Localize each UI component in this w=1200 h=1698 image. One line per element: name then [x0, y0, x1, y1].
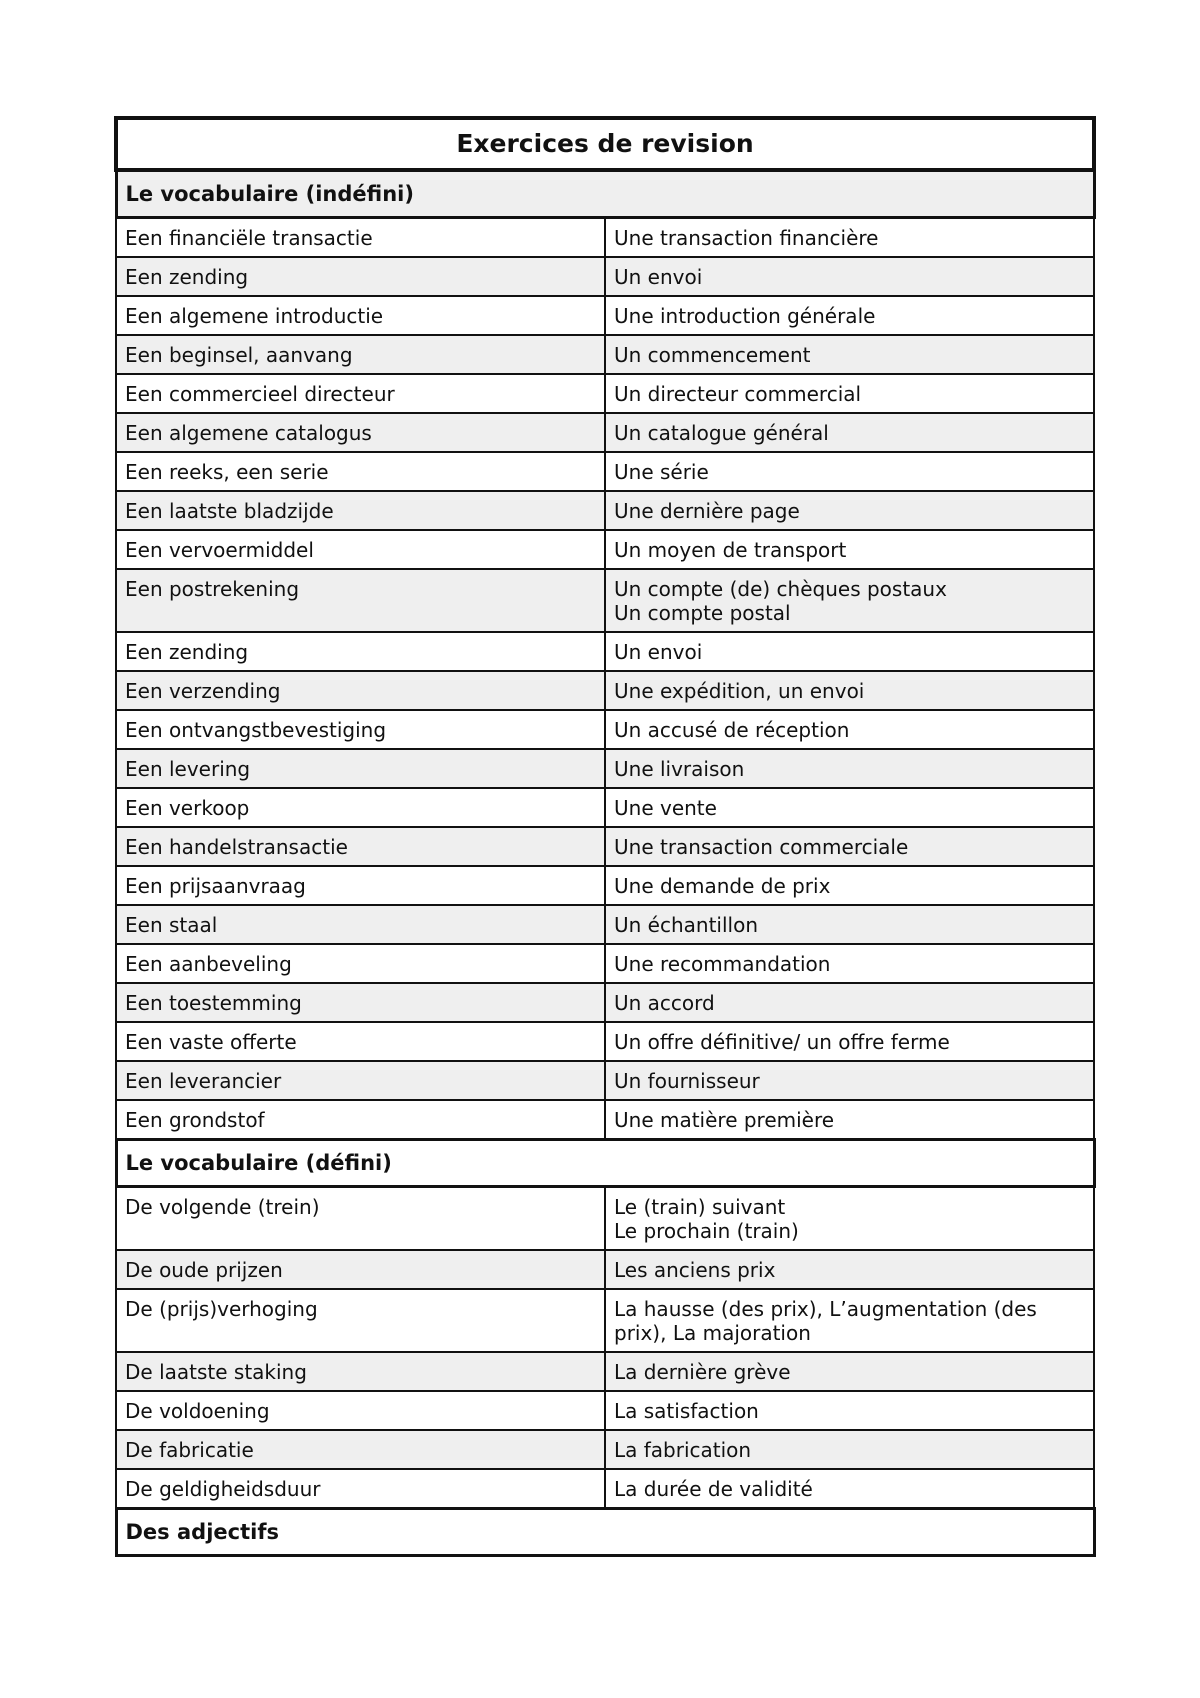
dutch-term-cell: De oude prijzen	[116, 1250, 605, 1289]
french-term-line: Une livraison	[614, 757, 745, 781]
french-term-cell	[605, 1289, 1094, 1352]
french-term-line: Le prochain (train)	[614, 1219, 799, 1243]
french-term-line: Une série	[614, 460, 709, 484]
french-term-cell	[605, 1100, 1094, 1140]
dutch-term-cell: Een commercieel directeur	[116, 374, 605, 413]
table-row	[116, 1250, 1094, 1289]
table-row	[116, 710, 1094, 749]
table-row	[116, 749, 1094, 788]
french-term-line: La dernière grève	[614, 1360, 791, 1384]
section-heading: Le vocabulaire (indéfini)	[116, 170, 1094, 218]
french-term-line: Un moyen de transport	[614, 538, 847, 562]
table-row	[116, 1430, 1094, 1469]
french-term-cell	[605, 335, 1094, 374]
french-term-line: Une transaction financière	[614, 226, 879, 250]
section-heading: Le vocabulaire (défini)	[116, 1140, 1094, 1187]
table-row	[116, 1391, 1094, 1430]
french-term-line: Un échantillon	[614, 913, 759, 937]
french-term-line: La durée de validité	[614, 1477, 813, 1501]
french-term-cell	[605, 866, 1094, 905]
dutch-term-cell: Een zending	[116, 632, 605, 671]
table-row	[116, 1187, 1094, 1251]
french-term-line: Une matière première	[614, 1108, 835, 1132]
french-term-line: Le (train) suivant	[614, 1195, 786, 1219]
french-term-cell	[605, 413, 1094, 452]
dutch-term-cell: Een zending	[116, 257, 605, 296]
french-term-cell	[605, 827, 1094, 866]
french-term-line: Une demande de prix	[614, 874, 831, 898]
french-term-line: Un envoi	[614, 265, 703, 289]
french-term-cell	[605, 374, 1094, 413]
table-row	[116, 491, 1094, 530]
table-row	[116, 1100, 1094, 1140]
french-term-line: Une vente	[614, 796, 717, 820]
table-row	[116, 218, 1094, 258]
french-term-cell	[605, 983, 1094, 1022]
french-term-cell	[605, 257, 1094, 296]
french-term-cell	[605, 632, 1094, 671]
french-term-cell	[605, 491, 1094, 530]
dutch-term-cell: Een verzending	[116, 671, 605, 710]
french-term-line: La hausse (des prix), L’augmentation (des	[614, 1297, 1037, 1321]
table-row	[116, 1061, 1094, 1100]
section-heading: Des adjectifs	[116, 1509, 1094, 1556]
french-term-line: Un accusé de réception	[614, 718, 850, 742]
dutch-term-cell: De volgende (trein)	[116, 1187, 605, 1251]
dutch-term-cell: Een grondstof	[116, 1100, 605, 1140]
dutch-term-cell: Een ontvangstbevestiging	[116, 710, 605, 749]
french-term-line: Un accord	[614, 991, 715, 1015]
french-term-cell	[605, 1061, 1094, 1100]
french-term-cell	[605, 710, 1094, 749]
table-row	[116, 827, 1094, 866]
dutch-term-cell: Een levering	[116, 749, 605, 788]
page-title: Exercices de revision	[116, 118, 1094, 170]
dutch-term-cell: Een vervoermiddel	[116, 530, 605, 569]
french-term-cell	[605, 788, 1094, 827]
table-row	[116, 632, 1094, 671]
table-row	[116, 1469, 1094, 1509]
dutch-term-cell: Een reeks, een serie	[116, 452, 605, 491]
french-term-line: Une recommandation	[614, 952, 831, 976]
table-row	[116, 788, 1094, 827]
french-term-line: Un compte (de) chèques postaux	[614, 577, 947, 601]
french-term-line: Une dernière page	[614, 499, 800, 523]
french-term-line: Les anciens prix	[614, 1258, 776, 1282]
dutch-term-cell: Een algemene introductie	[116, 296, 605, 335]
french-term-line: prix), La majoration	[614, 1321, 811, 1345]
table-row	[116, 296, 1094, 335]
dutch-term-cell: De voldoening	[116, 1391, 605, 1430]
french-term-cell	[605, 671, 1094, 710]
section-header-row	[116, 1140, 1094, 1187]
section-header-row	[116, 170, 1094, 218]
dutch-term-cell: Een laatste bladzijde	[116, 491, 605, 530]
table-row	[116, 944, 1094, 983]
table-row	[116, 530, 1094, 569]
table-row	[116, 983, 1094, 1022]
dutch-term-cell: De laatste staking	[116, 1352, 605, 1391]
dutch-term-cell: Een aanbeveling	[116, 944, 605, 983]
table-row	[116, 335, 1094, 374]
table-row	[116, 866, 1094, 905]
french-term-cell	[605, 1022, 1094, 1061]
french-term-line: Un compte postal	[614, 601, 791, 625]
document-page	[114, 116, 1092, 1557]
dutch-term-cell: De geldigheidsduur	[116, 1469, 605, 1509]
dutch-term-cell: De (prijs)verhoging	[116, 1289, 605, 1352]
dutch-term-cell: Een toestemming	[116, 983, 605, 1022]
dutch-term-cell: Een staal	[116, 905, 605, 944]
french-term-line: La fabrication	[614, 1438, 752, 1462]
french-term-line: Un catalogue général	[614, 421, 829, 445]
dutch-term-cell: Een beginsel, aanvang	[116, 335, 605, 374]
french-term-cell	[605, 1187, 1094, 1251]
dutch-term-cell: Een leverancier	[116, 1061, 605, 1100]
table-row	[116, 452, 1094, 491]
table-row	[116, 257, 1094, 296]
dutch-term-cell: De fabricatie	[116, 1430, 605, 1469]
dutch-term-cell: Een handelstransactie	[116, 827, 605, 866]
table-row	[116, 413, 1094, 452]
french-term-cell	[605, 905, 1094, 944]
french-term-cell	[605, 569, 1094, 632]
table-row	[116, 569, 1094, 632]
table-row	[116, 1289, 1094, 1352]
french-term-line: Un offre définitive/ un offre ferme	[614, 1030, 950, 1054]
french-term-cell	[605, 1352, 1094, 1391]
french-term-line: Une expédition, un envoi	[614, 679, 865, 703]
french-term-cell	[605, 530, 1094, 569]
french-term-cell	[605, 1391, 1094, 1430]
title-row	[116, 118, 1094, 170]
vocabulary-table-body	[116, 118, 1094, 1556]
dutch-term-cell: Een vaste offerte	[116, 1022, 605, 1061]
dutch-term-cell: Een prijsaanvraag	[116, 866, 605, 905]
french-term-cell	[605, 1430, 1094, 1469]
table-row	[116, 1022, 1094, 1061]
french-term-line: Un fournisseur	[614, 1069, 760, 1093]
french-term-line: Un envoi	[614, 640, 703, 664]
french-term-line: Un commencement	[614, 343, 811, 367]
dutch-term-cell: Een verkoop	[116, 788, 605, 827]
french-term-cell	[605, 296, 1094, 335]
french-term-cell	[605, 1469, 1094, 1509]
vocabulary-table	[114, 116, 1096, 1557]
french-term-line: La satisfaction	[614, 1399, 759, 1423]
french-term-cell	[605, 1250, 1094, 1289]
dutch-term-cell: Een postrekening	[116, 569, 605, 632]
dutch-term-cell: Een financiële transactie	[116, 218, 605, 258]
table-row	[116, 905, 1094, 944]
section-header-row	[116, 1509, 1094, 1556]
french-term-cell	[605, 749, 1094, 788]
french-term-cell	[605, 944, 1094, 983]
french-term-line: Un directeur commercial	[614, 382, 862, 406]
french-term-cell	[605, 218, 1094, 258]
french-term-line: Une transaction commerciale	[614, 835, 909, 859]
french-term-cell	[605, 452, 1094, 491]
dutch-term-cell: Een algemene catalogus	[116, 413, 605, 452]
table-row	[116, 374, 1094, 413]
table-row	[116, 671, 1094, 710]
french-term-line: Une introduction générale	[614, 304, 876, 328]
table-row	[116, 1352, 1094, 1391]
